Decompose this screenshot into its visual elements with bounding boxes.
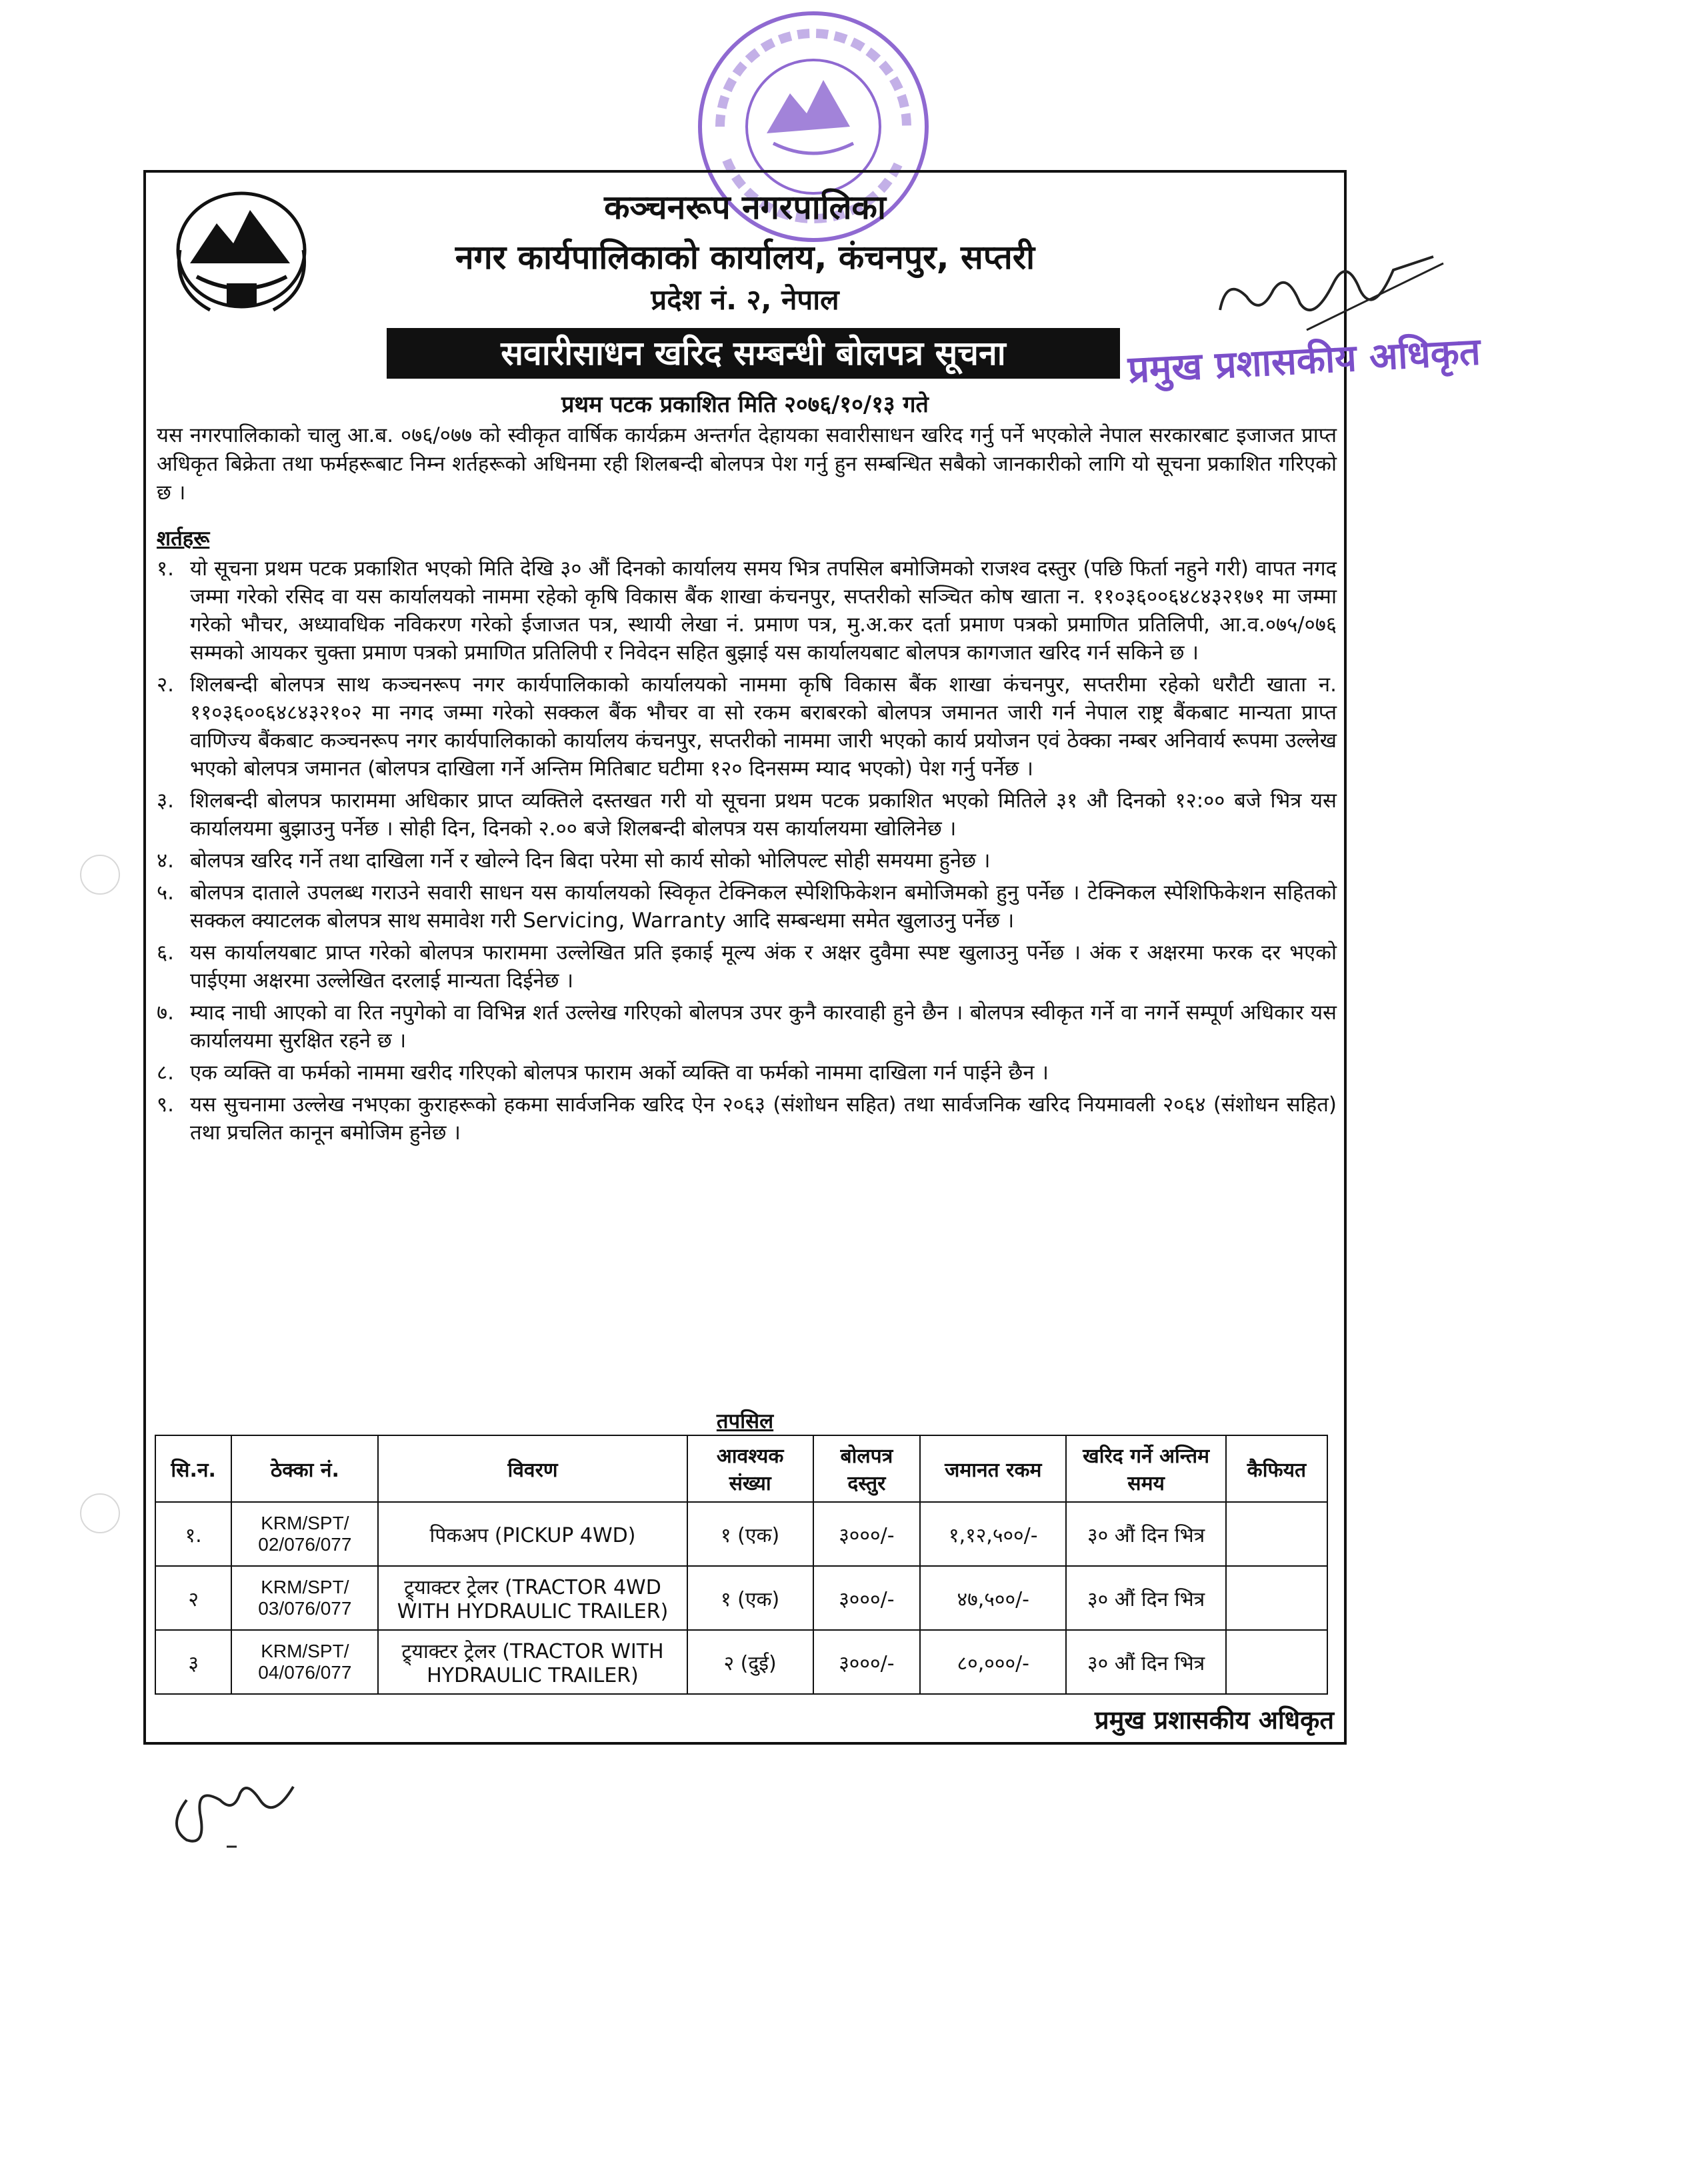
condition-item: ९. यस सुचनामा उल्लेख नभएका कुराहरूको हकमा सार्वजनिक खरिद ऐन २०६३ (संशोधन सहित) तथा सार्वजनिक खरिद नियमावली २०६४ (संशोधन सहित) तथा प्रचलित कानून बमोजिम हुनेछ । bbox=[157, 1093, 1337, 1145]
column-header: कैफियत bbox=[1226, 1435, 1327, 1502]
column-header: आवश्यक संख्या bbox=[687, 1435, 813, 1502]
table-row bbox=[155, 1502, 1327, 1566]
cell-desc: ट्र्याक्टर ट्रेलर (TRACTOR 4WD WITH HYDRAULIC TRAILER) bbox=[378, 1566, 687, 1630]
conditions-list bbox=[157, 555, 1337, 1151]
signer-title: प्रमुख प्रशासकीय अधिकृत bbox=[1094, 1705, 1334, 1735]
cell-desc: पिकअप (PICKUP 4WD) bbox=[378, 1502, 687, 1566]
notice-title: सवारीसाधन खरिद सम्बन्धी बोलपत्र सूचना bbox=[387, 328, 1120, 379]
office-name: नगर कार्यपालिकाको कार्यालय, कंचनपुर, सप्तरी bbox=[455, 238, 1035, 277]
municipality-name: कञ्चनरूप नगरपालिका bbox=[604, 188, 886, 227]
column-header: सि.न. bbox=[155, 1435, 231, 1502]
cell-remarks bbox=[1226, 1566, 1327, 1630]
condition-item: ३. शिलबन्दी बोलपत्र फाराममा अधिकार प्राप्त व्यक्तिले दस्तखत गरी यो सूचना प्रथम पटक प्रकाशित भएको मितिले ३१ औ दिनको १२:०० बजे भित्र यस कार्यालयमा बुझाउनु पर्नेछ । सोही दिन, दिनको २.०० बजे शिलबन्दी बोलपत्र यस कार्यालयमा खोलिनेछ । bbox=[157, 789, 1337, 841]
condition-item: २. शिलबन्दी बोलपत्र साथ कञ्चनरूप नगर कार्यपालिकाको कार्यालयको नाममा कृषि विकास बैंक शाखा कंचनपुर, सप्तरीमा रहेको धरौटी खाता न. ११०३६००६४८४३२१०२ मा नगद जम्मा गरेको सक्कल बैंक भौचर वा सो रकम बराबरको बोलपत्र जमानत जारी गर्न नेपाल राष्ट्र बैंकबाट मान्यता प्राप्त वाणिज्य बैंकबाट कञ्चनरूप नगर कार्यपालिकाको कार्यालय कंचनपुर, सप्तरीको नाममा जारी भएको कार्य प्रयोजन एवं ठेक्का नम्बर अनिवार्य रूपमा उल्लेख भएको बोलपत्र जमानत (बोलपत्र दाखिला गर्ने अन्तिम मितिबाट घटीमा १२० दिनसम्म म्याद भएको) पेश गर्नु पर्नेछ । bbox=[157, 673, 1337, 781]
table-row bbox=[155, 1566, 1327, 1630]
province-line: प्रदेश नं. २, नेपाल bbox=[651, 283, 839, 316]
column-header: ठेक्का नं. bbox=[231, 1435, 378, 1502]
condition-item: ५. बोलपत्र दाताले उपलब्ध गराउने सवारी साधन यस कार्यालयको स्विकृत टेक्निकल स्पेशिफिकेशन बमोजिमको हुनु पर्नेछ । टेक्निकल स्पेशिफिकेशन सहितको सक्कल क्याटलक बोलपत्र साथ समावेश गरी Servicing, Warranty आदि सम्बन्धमा समेत खुलाउनु पर्नेछ । bbox=[157, 881, 1337, 933]
cell-qty: १ (एक) bbox=[687, 1566, 813, 1630]
cell-sn: ३ bbox=[155, 1630, 231, 1694]
cell-security: ४७,५००/- bbox=[920, 1566, 1066, 1630]
cell-sn: २ bbox=[155, 1566, 231, 1630]
conditions-heading: शर्तहरू bbox=[157, 527, 210, 551]
cell-desc: ट्र्याक्टर ट्रेलर (TRACTOR WITH HYDRAULIC TRAILER) bbox=[378, 1630, 687, 1694]
bottom-signature-mark bbox=[160, 1760, 307, 1853]
condition-item: १. यो सूचना प्रथम पटक प्रकाशित भएको मिति देखि ३० औं दिनको कार्यालय समय भित्र तपसिल बमोजिमको राजश्व दस्तुर (पछि फिर्ता नहुने गरी) वापत नगद जम्मा गरेको रसिद वा यस कार्यालयको नाममा रहेको कृषि विकास बैंक शाखा कंचनपुर, सप्तरीको सञ्चित कोष खाता न. ११०३६००६४८४३२१७१ मा जम्मा गरेको भौचर, अध्यावधिक नविकरण गरेको ईजाजत पत्र, स्थायी लेखा नं. प्रमाण पत्र, मु.अ.कर दर्ता प्रमाण पत्रको प्रमाणित प्रतिलिपी, आ.व.०७५/०७६ सम्मको आयकर चुक्ता प्रमाण पत्रको प्रमाणित प्रतिलिपी र निवेदन सहित बुझाई यस कार्यालयबाट बोलपत्र कागजात खरिद गर्न सकिने छ । bbox=[157, 557, 1337, 665]
cell-security: ८०,०००/- bbox=[920, 1630, 1066, 1694]
cell-qty: २ (दुई) bbox=[687, 1630, 813, 1694]
intro-paragraph: यस नगरपालिकाको चालु आ.ब. ०७६/०७७ को स्वीकृत वार्षिक कार्यक्रम अन्तर्गत देहायका सवारीसाधन खरिद गर्नु पर्ने भएकोले नेपाल सरकारबाट इजाजत प्राप्त अधिकृत बिक्रेता तथा फर्महरूबाट निम्न शर्तहरूको अधिनमा रही शिलबन्दी बोलपत्र पेश गर्नु हुन सम्बन्धित सबैको जानकारीको लागि यो सूचना प्रकाशित गरिएको छ । bbox=[157, 423, 1337, 505]
signature-mark bbox=[1207, 250, 1447, 337]
column-header: खरिद गर्ने अन्तिम समय bbox=[1066, 1435, 1225, 1502]
cell-contract: KRM/SPT/ 04/076/077 bbox=[231, 1630, 378, 1694]
table-row bbox=[155, 1630, 1327, 1694]
condition-item: ६. यस कार्यालयबाट प्राप्त गरेको बोलपत्र फाराममा उल्लेखित प्रति इकाई मूल्य अंक र अक्षर दुवैमा स्पष्ट खुलाउनु पर्नेछ । अंक र अक्षरमा फरक दर भएको पाईएमा अक्षरमा उल्लेखित दरलाई मान्यता दिईनेछ । bbox=[157, 941, 1337, 993]
cell-deadline: ३० औं दिन भित्र bbox=[1066, 1502, 1225, 1566]
column-header: विवरण bbox=[378, 1435, 687, 1502]
table-header-row bbox=[155, 1435, 1327, 1502]
condition-item: ४. बोलपत्र खरिद गर्ने तथा दाखिला गर्ने र खोल्ने दिन बिदा परेमा सो कार्य सोको भोलिपल्ट सोही समयमा हुनेछ । bbox=[157, 849, 991, 873]
condition-item: ७. म्याद नाघी आएको वा रित नपुगेको वा विभिन्न शर्त उल्लेख गरिएको बोलपत्र उपर कुनै कारवाही हुने छैन । बोलपत्र स्वीकृत गर्ने वा नगर्ने सम्पूर्ण अधिकार यस कार्यालयमा सुरक्षित रहने छ । bbox=[157, 1001, 1337, 1053]
schedule-heading: तपसिल bbox=[716, 1409, 774, 1433]
cell-remarks bbox=[1226, 1630, 1327, 1694]
cell-deadline: ३० औं दिन भित्र bbox=[1066, 1566, 1225, 1630]
schedule-table bbox=[155, 1435, 1328, 1695]
column-header: जमानत रकम bbox=[920, 1435, 1066, 1502]
punch-hole bbox=[80, 1493, 120, 1533]
cell-remarks bbox=[1226, 1502, 1327, 1566]
officer-stamp: प्रमुख प्रशासकीय अधिकृत bbox=[1127, 330, 1482, 392]
cell-fee: ३०००/- bbox=[813, 1502, 920, 1566]
condition-item: ८. एक व्यक्ति वा फर्मको नाममा खरीद गरिएको बोलपत्र फाराम अर्को व्यक्ति वा फर्मको नाममा दाखिला गर्न पाईने छैन । bbox=[157, 1061, 1049, 1085]
cell-fee: ३०००/- bbox=[813, 1566, 920, 1630]
cell-qty: १ (एक) bbox=[687, 1502, 813, 1566]
cell-security: १,१२,५००/- bbox=[920, 1502, 1066, 1566]
punch-hole bbox=[80, 855, 120, 895]
column-header: बोलपत्र दस्तुर bbox=[813, 1435, 920, 1502]
cell-deadline: ३० औं दिन भित्र bbox=[1066, 1630, 1225, 1694]
cell-fee: ३०००/- bbox=[813, 1630, 920, 1694]
cell-contract: KRM/SPT/ 03/076/077 bbox=[231, 1566, 378, 1630]
cell-sn: १. bbox=[155, 1502, 231, 1566]
cell-contract: KRM/SPT/ 02/076/077 bbox=[231, 1502, 378, 1566]
publish-date: प्रथम पटक प्रकाशित मिति २०७६/१०/१३ गते bbox=[561, 391, 929, 418]
